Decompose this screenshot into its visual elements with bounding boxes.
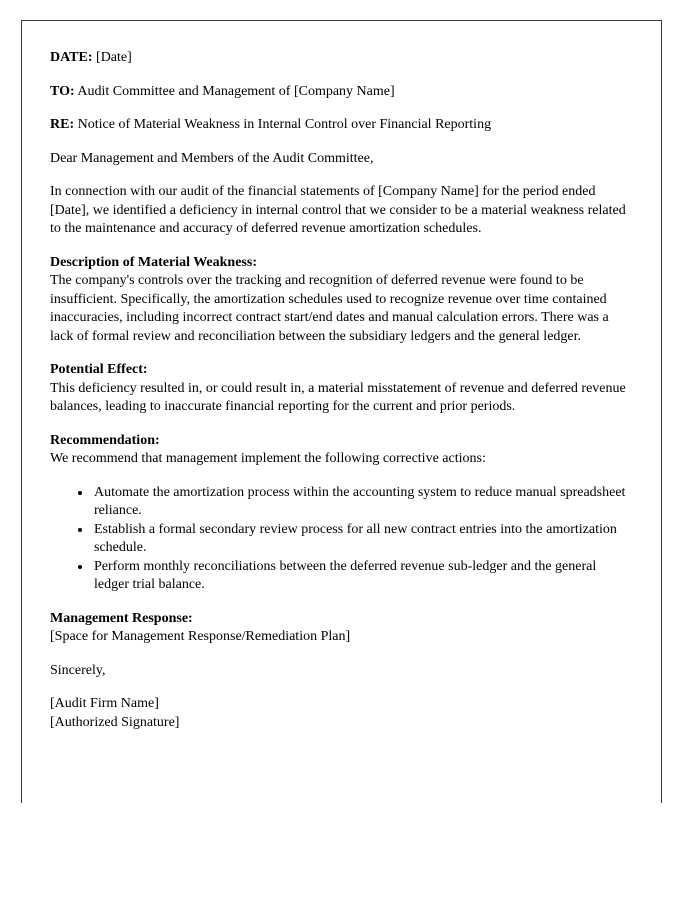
section-management-response [50,610,631,647]
recommendation-list [50,484,631,595]
section-recommendation-body: We recommend that management implement the following corrective actions: [50,451,486,466]
salutation: Dear Management and Members of the Audit Committee, [50,150,374,166]
date-line [50,49,631,68]
closing: Sincerely, [50,662,106,678]
to-label: TO: [50,83,75,99]
section-recommendation [50,432,631,469]
signature-block [50,695,631,732]
management-response-heading: Management Response: [50,610,193,626]
management-response-body: [Space for Management Response/Remediation Plan] [50,629,351,644]
signature-authorized: [Authorized Signature] [50,714,180,730]
list-item: • Establish a formal secondary review process for all new contract entries into the amortization schedule. [92,521,631,558]
re-line [50,116,631,135]
section-recommendation-heading: Recommendation: [50,432,160,448]
intro-paragraph: In connection with our audit of the financial statements of [Company Name] for the period ended [Date], we identified a deficiency in internal control that we consider to be a material weakness related to the maintenance and accuracy of deferred revenue amortization schedules. [50,184,626,236]
section-description [50,254,631,347]
to-value: Audit Committee and Management of [Company Name] [77,83,395,99]
section-description-heading: Description of Material Weakness: [50,254,257,270]
to-line [50,83,631,102]
date-value: [Date] [96,50,132,65]
section-potential-effect-heading: Potential Effect: [50,362,148,377]
re-label: RE: [50,117,75,132]
date-label: DATE: [50,50,93,65]
section-potential-effect-body: This deficiency resulted in, or could result in, a material misstatement of revenue and deferred revenue balances, leading to inaccurate financial reporting for the current and prior periods. [50,380,626,414]
re-value: Notice of Material Weakness in Internal Control over Financial Reporting [77,117,492,132]
letter-border-box [21,20,662,803]
section-description-body: The company's controls over the tracking and recognition of deferred revenue were found to be insufficient. Specifically, the amortization schedules used to recognize revenue over time contained inaccuracies, including incorrect contract start/end dates and manual calculation errors. There was a lack of formal review and reconciliation between the subsidiary ledgers and the general ledger. [50,273,609,344]
list-item: • Perform monthly reconciliations between the deferred revenue sub-ledger and the general ledger trial balance. [92,558,631,595]
signature-firm-name: [Audit Firm Name] [50,696,159,711]
section-potential-effect [50,361,631,417]
list-item: • Automate the amortization process within the accounting system to reduce manual spreadsheet reliance. [92,484,631,521]
